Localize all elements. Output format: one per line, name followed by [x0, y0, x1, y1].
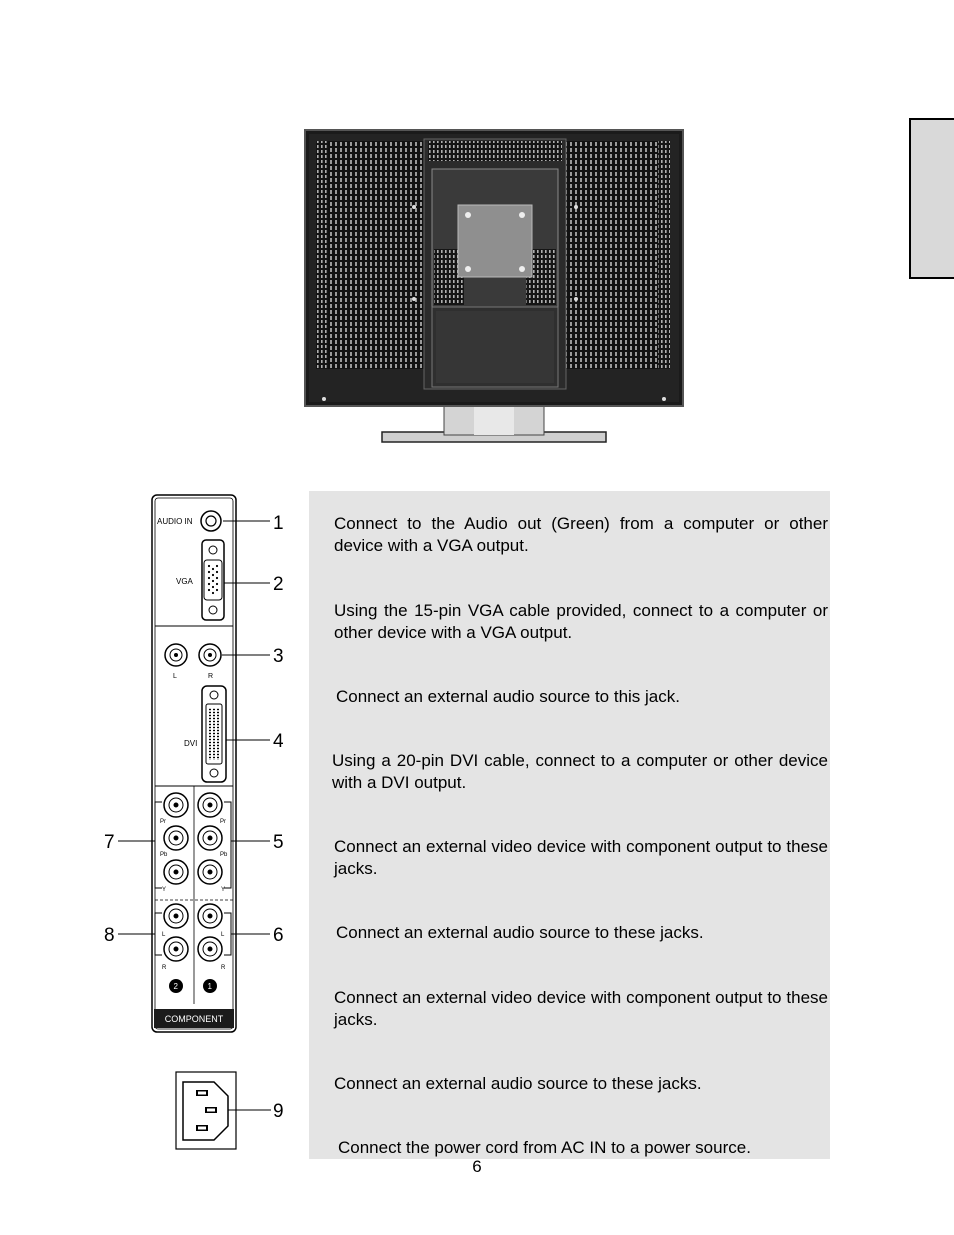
y-label-1: Y [221, 887, 226, 893]
callout-4: 4 [273, 731, 284, 752]
input-two-badge: 2 [173, 982, 178, 991]
callout-1: 1 [273, 513, 284, 534]
callout-3: 3 [273, 646, 284, 667]
description-1: Connect to the Audio out (Green) from a computer or other device with a VGA output. [334, 514, 828, 555]
y-label-2: Y [162, 887, 167, 893]
pb-label-1: Pb [220, 852, 228, 858]
callout-5: 5 [273, 832, 284, 853]
input-one-badge: 1 [207, 982, 212, 991]
description-5: Connect an external video device with component output to these jacks. [334, 837, 828, 878]
vga-label: VGA [176, 577, 193, 586]
l-label-2: L [162, 932, 166, 938]
description-8: Connect an external audio source to these jacks. [334, 1074, 702, 1093]
callout-2: 2 [273, 574, 284, 595]
description-9: Connect the power cord from AC IN to a power source. [338, 1138, 751, 1157]
component-label: COMPONENT [164, 1014, 224, 1024]
audio-left-label: L [173, 673, 177, 680]
description-panel [309, 491, 830, 1159]
dvi-label: DVI [184, 739, 198, 748]
callout-6: 6 [273, 925, 284, 946]
description-6: Connect an external audio source to these jacks. [336, 923, 704, 942]
callout-7: 7 [104, 832, 115, 853]
description-3: Connect an external audio source to this jack. [336, 687, 680, 706]
pr-label-2: Pr [160, 819, 166, 825]
monitor-rear-illustration [304, 129, 684, 445]
description-2: Using the 15-pin VGA cable provided, connect to a computer or other device with a VGA output. [334, 601, 828, 642]
r-label-1: R [221, 965, 226, 971]
r-label-2: R [162, 965, 167, 971]
audio-right-label: R [208, 673, 214, 680]
pr-label-1: Pr [220, 819, 226, 825]
audio-in-label: AUDIO IN [157, 517, 193, 526]
callout-8: 8 [104, 925, 115, 946]
pb-label-2: Pb [160, 852, 168, 858]
page-number: 6 [472, 1157, 482, 1176]
power-connector-diagram [170, 1068, 300, 1153]
connector-panel-diagram [100, 492, 300, 1052]
description-4: Using a 20-pin DVI cable, connect to a computer or other device with a DVI output. [332, 751, 828, 792]
side-tab [909, 118, 954, 279]
l-label-1: L [221, 932, 225, 938]
description-7: Connect an external video device with component output to these jacks. [334, 988, 828, 1029]
callout-9: 9 [273, 1101, 284, 1122]
